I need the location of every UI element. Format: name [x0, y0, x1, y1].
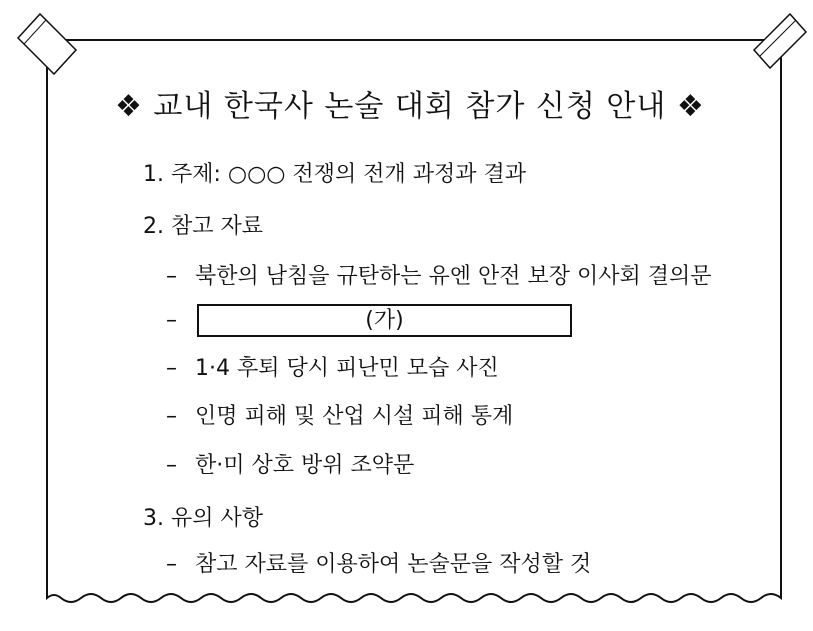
bullet-dash: – — [166, 552, 177, 577]
bullet-dash: – — [166, 264, 177, 289]
bullet-dash: – — [166, 453, 177, 478]
note-item: 참고 자료를 이용하여 논술문을 작성할 것 — [195, 552, 592, 577]
blank-label: (가) — [365, 307, 404, 333]
reference-item: 한·미 상호 방위 조약문 — [195, 453, 415, 478]
section-notes-heading: 3. 유의 사항 — [143, 506, 263, 531]
bullet-dash: – — [166, 308, 177, 333]
bullet-dash: – — [166, 404, 177, 429]
reference-item: 1·4 후퇴 당시 피난민 모습 사진 — [195, 356, 499, 381]
reference-item: 인명 피해 및 산업 시설 피해 통계 — [195, 404, 514, 429]
section-topic: 1. 주제: ○○○ 전쟁의 전개 과정과 결과 — [143, 162, 526, 187]
notice-title: ❖ 교내 한국사 논술 대회 참가 신청 안내 ❖ — [115, 89, 705, 124]
bullet-dash: – — [166, 356, 177, 381]
section-references-heading: 2. 참고 자료 — [143, 214, 263, 239]
blank-box-ga — [197, 304, 572, 337]
reference-item: 북한의 남침을 규탄하는 유엔 안전 보장 이사회 결의문 — [195, 264, 712, 289]
